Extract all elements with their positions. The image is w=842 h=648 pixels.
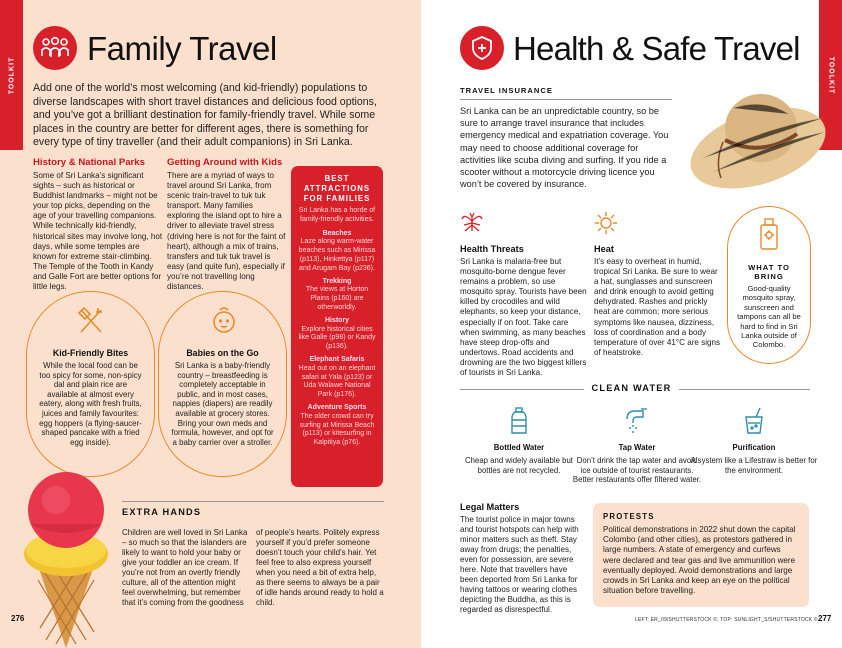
best-attractions-box xyxy=(291,166,383,487)
baby-icon xyxy=(210,305,238,335)
water-item-title: Purification xyxy=(732,443,776,452)
tap-water-item xyxy=(572,407,702,485)
history-section xyxy=(33,157,163,292)
photo-credit: LEFT: ER_09/SHUTTERSTOCK ©; TOP: SUNLIGHT_S/SHUTTERSTOCK © xyxy=(635,617,818,623)
protests-heading: PROTESTS xyxy=(603,512,655,521)
family-icon xyxy=(33,26,77,70)
attraction-name: History xyxy=(324,316,350,324)
history-body: Some of Sri Lanka’s significant sights – such as historical or Buddhist landmarks – might not be your top picks, depending on the age of your travelling companions. While technically kid-friendly, historical sites may involve long, hot days, while some temples are known for extreme stair-climbing. The Temple of the Tooth in Kandy and Galle Fort are better options for little legs. xyxy=(33,171,163,292)
bottle-icon xyxy=(509,407,529,435)
attraction-text: The views at Horton Plains (p160) are otherworldly. xyxy=(305,286,369,311)
intro-text: Add one of the world’s most welcoming (and kid-friendly) populations to diverse landscapes with short travel distances and delicious food options, and you’ve got a brilliant destination for family-friendly travel. While some places in the country are better for different ages, there is something for every type of tiny traveller (and their adult companions) in Sri Lanka. xyxy=(33,82,377,149)
attraction-name: Elephant Safaris xyxy=(309,355,365,363)
insurance-body: Sri Lanka can be an unpredictable country, so be sure to arrange travel insurance that includes emergency medical and expatriation coverage. You may need to choose additional coverage for activities like scuba diving and surfing. If you ride a scooter without a motorcycle driving licence you won’t be covered by insurance. xyxy=(460,106,669,190)
getting-around-section xyxy=(167,157,287,292)
page-number-right: 277 xyxy=(818,614,832,623)
water-item-body: Don’t drink the tap water and avoid ice outside of tourist restaurants. Better restaurants offer filtered water. xyxy=(572,456,702,485)
extra-hands-rule xyxy=(122,501,384,502)
history-heading: History & National Parks xyxy=(33,157,145,168)
heat-heading: Heat xyxy=(594,244,614,254)
bring-title: WHAT TO BRING xyxy=(748,263,790,281)
attraction-text: Head out on an elephant safari at Yala (p123) or Uda Walawe National Park (p176). xyxy=(298,364,376,399)
water-item-body: Cheap and widely available but bottles are not recycled. xyxy=(465,456,573,475)
bottled-water-item xyxy=(454,407,584,475)
attraction-name: Adventure Sports xyxy=(307,403,367,411)
insurance-heading: TRAVEL INSURANCE xyxy=(460,86,553,95)
what-to-bring-card xyxy=(727,206,811,364)
tap-icon xyxy=(623,407,651,435)
toolkit-tab-left xyxy=(0,0,23,150)
attraction-name: Trekking xyxy=(322,277,352,285)
attraction-item xyxy=(296,278,378,313)
babies-body: Sri Lanka is a baby-friendly country – breastfeeding is completely acceptable in public, and in most cases, nappies (diapers) are readily available at grocery stores. Bring your own meds and formula, however, and opt for a baby carrier over a stroller. xyxy=(171,361,274,447)
toolkit-tab-label: TOOLKIT xyxy=(827,56,834,94)
attraction-item xyxy=(296,230,378,274)
right-page xyxy=(421,0,842,648)
extra-hands-col1: Children are well loved in Sri Lanka – so much so that the islanders are likely to want to hold your baby or give your toddler an ice cream. If you’re not from an overtly friendly culture, all of the attention might feel overwhelming, but remember that it’s coming from the goodness xyxy=(122,528,248,607)
page-number-left: 276 xyxy=(11,614,25,623)
attraction-text: The older crowd can try surfing at Mirissa Beach (p113) or kitesurfing in Kalpitiya (p76). xyxy=(299,412,375,447)
page-title-right: Health & Safe Travel xyxy=(513,30,800,67)
attraction-name: Beaches xyxy=(322,229,352,237)
protests-box xyxy=(593,503,809,607)
water-item-title: Tap Water xyxy=(618,443,656,452)
legal-matters-section xyxy=(460,502,582,615)
heat-body: It’s easy to overheat in humid, tropical Sri Lanka. Be sure to wear a hat, sunglasses and sunscreen and drink enough to avoid getting dehydrated. Rashes and prickly heat are common; more serious symptoms like nausea, dizziness, loss of coordination and a body temperature of over 41°C are signs of heatstroke. xyxy=(594,257,721,357)
heat-section xyxy=(594,244,722,358)
ice-cream-image xyxy=(14,468,116,648)
babies-title: Babies on the Go xyxy=(186,348,259,358)
sun-icon xyxy=(594,211,618,235)
mosquito-icon xyxy=(460,211,484,235)
clean-water-heading-wrap xyxy=(421,383,842,393)
purification-icon xyxy=(742,407,766,435)
hat-image xyxy=(683,68,833,198)
attraction-text: Laze along warm-water beaches such as Mirissa (p113), Hinkettya (p117) and Arugam Bay (p236). xyxy=(298,238,376,272)
protests-body: Political demonstrations in 2022 shut down the capital Colombo (and other cities), as protestors gathered in large numbers. A state of emergency and curfews were declared and tear gas and live ammunition were eventually deployed. Avoid demonstrations and large crowds in Sri Lanka and keep an eye on the political situation before travelling. xyxy=(603,525,796,596)
attraction-item xyxy=(296,404,378,448)
extra-hands-heading: EXTRA HANDS xyxy=(122,507,202,517)
bring-body: Good-quality mosquito spray, sunscreen and tampons can all be hard to find in Sri Lanka outside of Colombo. xyxy=(737,284,801,350)
kid-friendly-bites-card xyxy=(26,291,155,477)
getting-around-heading: Getting Around with Kids xyxy=(167,157,283,168)
bites-body: While the local food can be too spicy for some, non-spicy dal and plain rice are available at almost every eatery, along with fresh fruits, juices and family favourites: egg hoppers (a flying-saucer-shaped pancake with a fried egg inside). xyxy=(39,361,142,447)
legal-body: The tourist police in major towns and tourist hotspots can help with minor matters such as theft. Stay away from drugs; the penalties, even for possession, are severe here. Note that travellers have been deported from Sri Lanka for having tattoos or wearing clothes depicting the Buddha, as this is regarded as disrespectful. xyxy=(460,515,579,614)
clean-water-heading: CLEAN WATER xyxy=(584,383,680,393)
attractions-intro: Sri Lanka has a horde of family-friendly activities. xyxy=(298,207,376,223)
attraction-item xyxy=(296,317,378,352)
water-item-title: Bottled Water xyxy=(493,443,545,452)
threats-body: Sri Lanka is malaria-free but mosquito-borne dengue fever remains a problem, so use mosquito spray. Tourists have been killed by crocodiles and wild elephants, so keep your distance, especially if on foot. Take care when swimming, as many beaches have steep drop-offs and undertows. Road accidents and drowning are the two biggest killers of tourists in Sri Lanka. xyxy=(460,257,587,378)
legal-heading: Legal Matters xyxy=(460,502,520,512)
toolkit-tab-label: TOOLKIT xyxy=(8,56,15,94)
getting-around-body: There are a myriad of ways to travel around Sri Lanka, from scenic train-travel to tuk tuk transport. Many families exploring the island opt to hire a driver to alleviate travel stress (driving here is not for the faint of heart), although a mix of trains, transfers and tuk tuk travel is easy (and quite fun), especially if you’re not travelling long distances. xyxy=(167,171,286,292)
sunscreen-icon xyxy=(757,217,781,251)
water-item-body: A system like a Lifestraw is better for the environment. xyxy=(690,456,818,475)
purification-item xyxy=(689,407,819,475)
health-threats-section xyxy=(460,244,588,378)
extra-hands-col2: of people’s hearts. Politely express yourself if you’d prefer someone doesn’t touch your child’s hair. Yet feel free to also express yourself when you need a bit of extra help, as there seems to always be a pair of idle hands around ready to hold a child. xyxy=(256,528,384,607)
page-title: Family Travel xyxy=(87,30,277,67)
attraction-item xyxy=(296,356,378,400)
bites-title: Kid-Friendly Bites xyxy=(52,348,129,358)
threats-heading: Health Threats xyxy=(460,244,524,254)
babies-on-the-go-card xyxy=(158,291,287,477)
attractions-title: BEST ATTRACTIONS FOR FAMILIES xyxy=(303,174,371,203)
fork-knife-icon xyxy=(76,306,106,336)
attraction-text: Explore historical cities like Galle (p98) or Kandy (p136). xyxy=(298,325,376,351)
first-aid-icon xyxy=(460,26,504,70)
insurance-rule xyxy=(460,99,672,100)
